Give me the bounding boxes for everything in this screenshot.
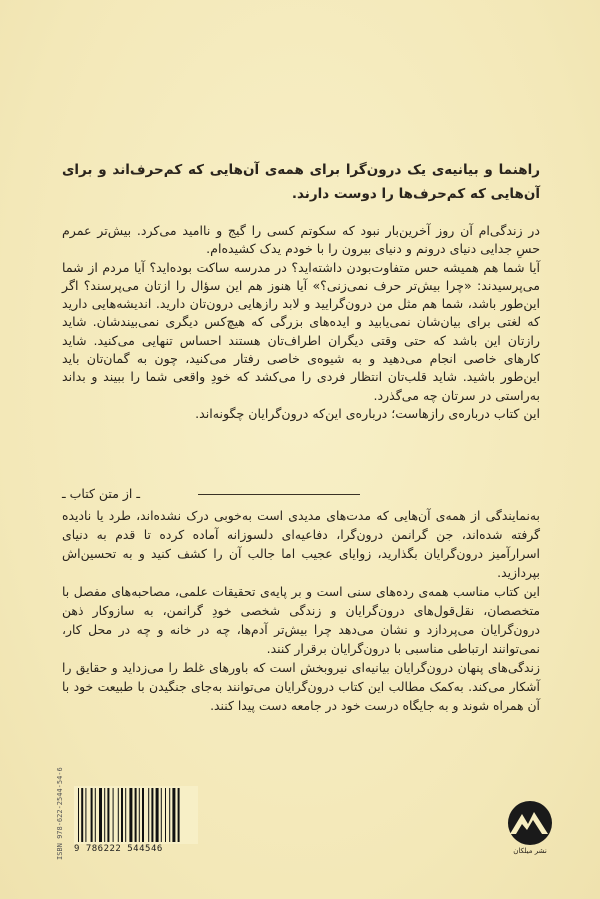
description-paragraph: به‌نمایندگی از همه‌ی آن‌هایی که مدت‌های مدیدی است به‌خوبی درک نشده‌اند، طرد یا نادیده گرفته شده‌اند، جن گرانمن درون‌گرا، دفاعیه‌ای دلسوزانه آماده کرده تا قدم به دنیای اسرارآمیز درون‌گرایان بگذارید، زوایای عجیب اما جالب آن را کشف کنید و به تحسین‌اش بپردازید.	[62, 508, 540, 580]
mountain-logo-icon	[502, 800, 558, 846]
excerpt-paragraph: آیا شما هم همیشه حس متفاوت‌بودن داشته‌اید؟ در مدرسه ساکت بوده‌اید؟ آیا مردم از شما می‌پرسیدند: «چرا بیش‌تر حرف نمی‌زنی؟» آیا هنوز هم این سؤال را ازتان می‌پرسند؟ اگر این‌طور باشد، شما هم مثل من درون‌گرایید و لابد رازهایی درون‌تان دارید. اندیشه‌هایی دارید که لغتی برای بیان‌شان نمی‌یابید و ایده‌های بزرگی که هیچ‌کس دیگری نمی‌بیندشان. شاید رازتان این باشد که حتی وقتی دیگران اطراف‌تان هستند احساس تنهایی می‌کنید. شاید کارهای خاصی انجام می‌دهید و به شیوه‌ی خاصی رفتار می‌کنید، چون به گمان‌تان باید این‌طور باشید. شاید قلب‌تان انتظار فردی را می‌کشد که خودِ واقعی شما را ببیند و بداند به‌راستی در سرتان چه می‌گذرد.	[62, 259, 540, 403]
description-paragraph: زندگی‌های پنهان درون‌گرایان بیانیه‌ای نیروبخش است که باورهای غلط را می‌زداید و حقایق را آشکار می‌کند. به‌کمک مطالب این کتاب درون‌گرایان می‌توانند به‌جای جنگیدن با طبیعت خود با آن همراه شوند و به جایگاه درست خود در جامعه دست پیدا کنند.	[62, 660, 540, 713]
cover-tagline: راهنما و بیانیه‌ی یک درون‌گرا برای همه‌ی آن‌هایی که کم‌حرف‌اند و برای آن‌هایی که کم‌حرف‌ها را دوست دارند.	[62, 162, 540, 202]
barcode-digits: 9 786222 544546	[74, 844, 163, 854]
barcode-bars	[74, 786, 198, 844]
excerpt-paragraph: این کتاب درباره‌ی رازهاست؛ درباره‌ی این‌که درون‌گرایان چگونه‌اند.	[195, 405, 540, 421]
excerpt-paragraph: در زندگی‌ام آن روز آخرین‌بار نبود که سکوتم کسی را گیج و ناامید می‌کرد. بیش‌تر عمرم حسِ جدایی دنیای درونم و دنیای بیرون را با خودم یدک کشیده‌ام.	[62, 223, 540, 257]
description-paragraph: این کتاب مناسب همه‌ی رده‌های سنی است و بر پایه‌ی تحقیقات علمی، مصاحبه‌های مفصل با متخصصان، نقل‌قول‌های درون‌گرایان و زندگی شخصی خودِ گرانمن، به سازوکار ذهن درون‌گرایان می‌پردازد و نشان می‌دهد چرا بیش‌تر آدم‌ها، چه در خانه و چه در محل کار، نمی‌توانند ارتباطی مناسبی با درون‌گرایان برقرار کنند.	[62, 584, 540, 656]
book-excerpt	[62, 222, 540, 423]
isbn-side-text: ISBN 978-622-2544-54-6	[56, 767, 64, 860]
barcode	[74, 786, 198, 862]
publisher-logo	[502, 800, 558, 870]
book-description	[62, 506, 540, 715]
excerpt-source: ـ از متن کتاب ـ	[62, 486, 141, 501]
section-divider	[198, 494, 360, 495]
publisher-name: نشر میلکان	[513, 847, 547, 855]
